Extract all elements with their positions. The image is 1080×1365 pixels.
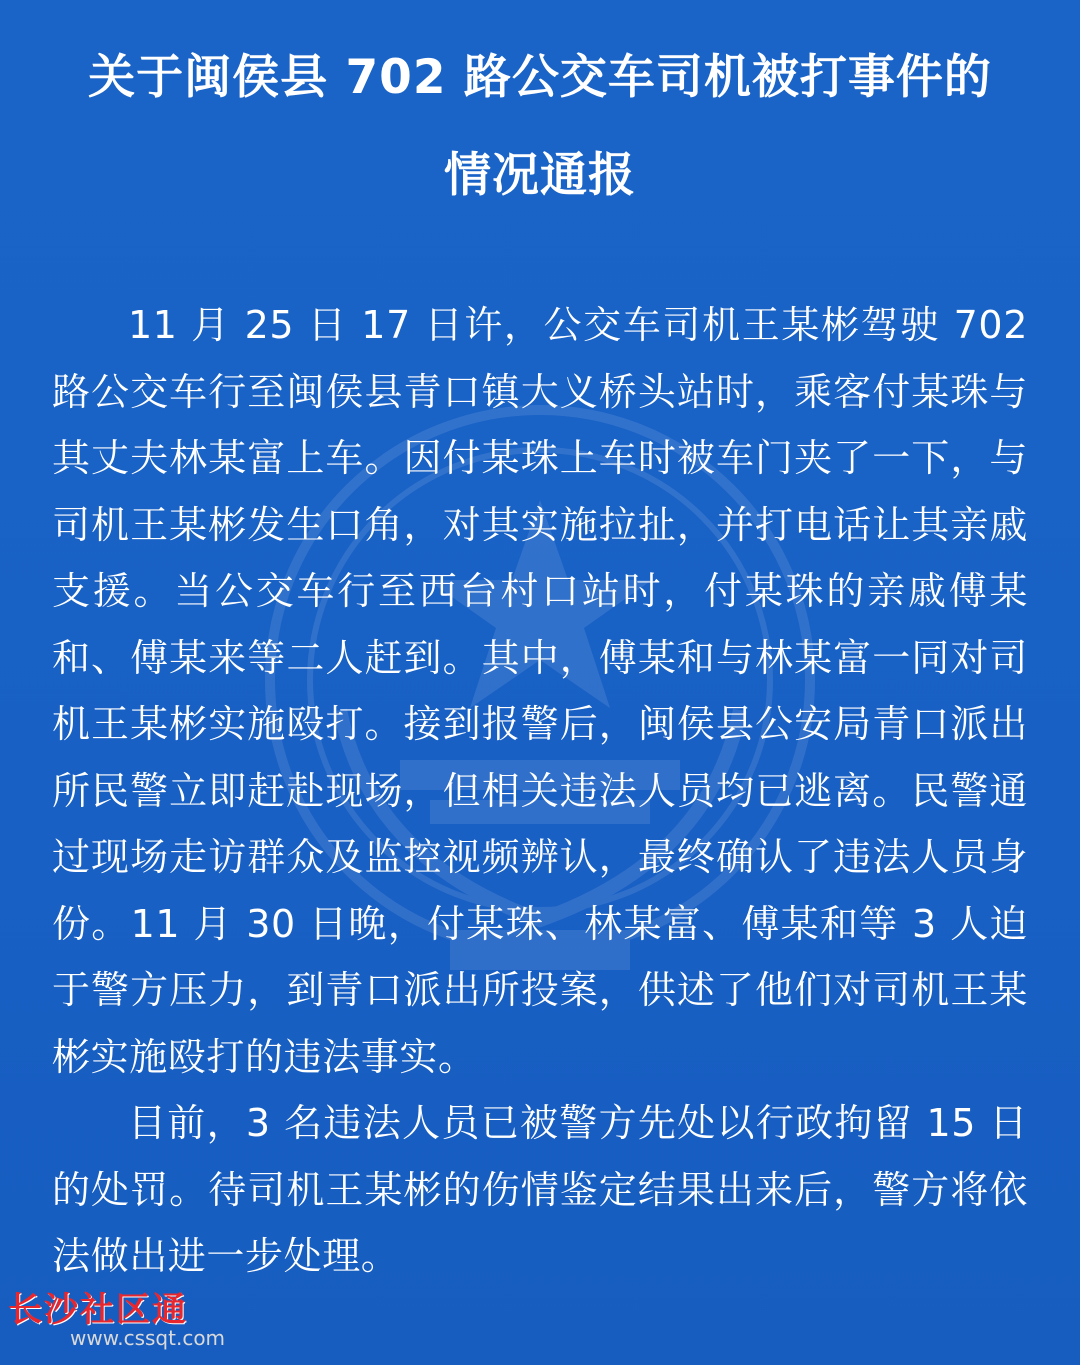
- watermark-name: 长沙社区通: [8, 1290, 188, 1330]
- paragraph-outcome: 目前，3 名违法人员已被警方先处以行政拘留 15 日的处罚。待司机王某彬的伤情鉴定结果出来后，警方将依法做出进一步处理。: [52, 1101, 1028, 1278]
- notice-title-line1: 关于闽侯县 702 路公交车司机被打事件的: [88, 50, 992, 105]
- paragraph-incident: 11 月 25 日 17 日许，公交车司机王某彬驾驶 702 路公交车行至闽侯县青口镇大义桥头站时，乘客付某珠与其丈夫林某富上车。因付某珠上车时被车门夹了一下，与司机王某彬发生口角，对其实施拉扯，并打电话让其亲戚支援。当公交车行至西台村口站时，付某珠的亲戚傅某和、傅某来等二人赶到。其中，傅某和与林某富一同对司机王某彬实施殴打。接到报警后，闽侯县公安局青口派出所民警立即赶赴现场，但相关违法人员均已逃离。民警通过现场走访群众及监控视频辨认，最终确认了违法人员身份。11 月 30 日晚，付某珠、林某富、傅某和等 3 人迫于警方压力，到青口派出所投案，供述了他们对司机王某彬实施殴打的违法事实。: [52, 303, 1028, 1079]
- notice-body: [52, 292, 1028, 1290]
- site-watermark: [8, 1290, 248, 1360]
- watermark-url: www.cssqt.com: [70, 1326, 226, 1350]
- notice-title-line2: 情况通报: [444, 148, 636, 203]
